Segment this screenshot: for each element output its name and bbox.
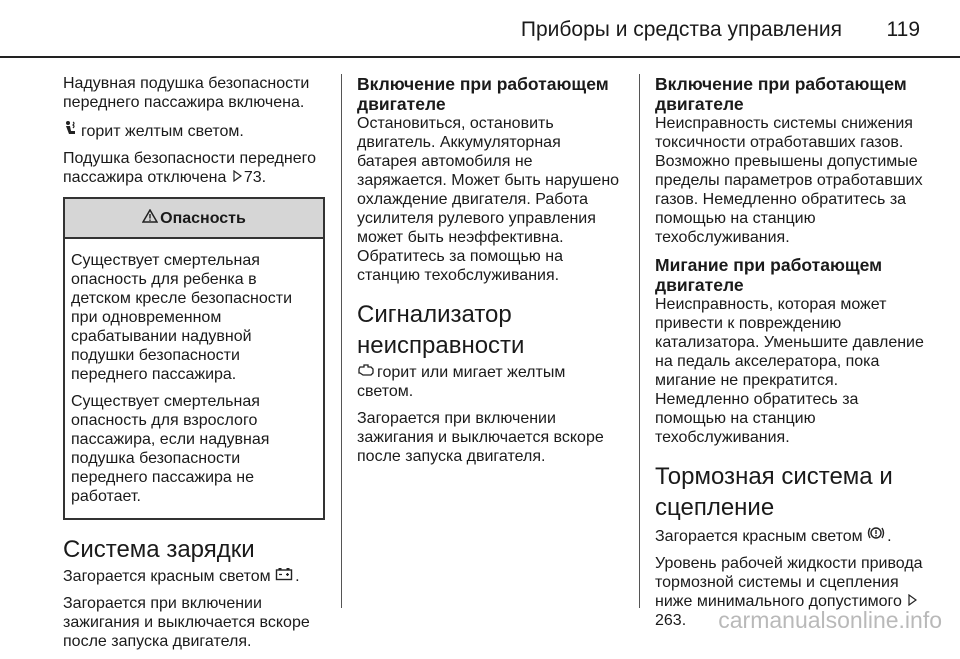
page-reference[interactable]: 73. (243, 169, 267, 186)
page-header (0, 14, 960, 54)
page-ref-arrow-icon (233, 168, 242, 187)
section-heading: Система зарядки (63, 536, 255, 563)
subsection-heading: Мигание при работающем двигателе (655, 255, 883, 295)
paragraph: Остановиться, остановить двигатель. Аккумуляторная батарея автомобиля не заряжается. Может быть нарушено охлаждение двигателя. Работа усилителя рулевого управления может быть неэффективна. Обратитесь за помощью на станцию техобслуживания. (357, 115, 620, 284)
paragraph: Загорается при включении зажигания и выключается вскоре после запуска двигателя. (357, 410, 604, 465)
section-heading: Сигнализатор неисправности (357, 301, 525, 359)
engine-check-icon (357, 363, 375, 382)
column-2 (357, 74, 625, 474)
page-number: 119 (886, 18, 920, 41)
column-1 (63, 74, 325, 659)
paragraph: Загорается красным светом . (655, 525, 925, 546)
brake-warning-icon (867, 525, 885, 546)
column-3 (655, 74, 925, 638)
subsection-heading: Включение при работающем двигателе (357, 74, 609, 114)
paragraph: горит желтым светом. (63, 120, 325, 141)
paragraph: Неисправность, которая может привести к повреждению катализатора. Уменьшите давление на педаль акселератора, пока мигание не прекратится. Немедленно обратитесь за помощью на станцию техобслуживания. (655, 296, 924, 446)
danger-warning-box (63, 197, 325, 520)
page-reference[interactable]: 263. (655, 612, 687, 629)
column-divider (341, 74, 342, 608)
warning-text: Существует смертельная опасность для ребенка в детском кресле безопасности при одновременном срабатывании надувной подушки безопасности переднего пассажира. (71, 252, 292, 383)
battery-icon (275, 567, 293, 586)
warning-triangle-icon (142, 209, 158, 228)
airbag-on-icon (63, 120, 79, 141)
paragraph: Надувная подушка безопасности переднего пассажира включена. (63, 75, 310, 111)
paragraph: Неисправность системы снижения токсичности отработавших газов. Возможно превышены допустимые пределы параметров отработавших газов. Немедленно обратитесь за помощью на станцию техобслуживания. (655, 115, 923, 246)
paragraph: Подушка безопасности переднего пассажира отключена 73. (63, 150, 316, 186)
warning-title: Опасность (160, 210, 246, 227)
header-rule (0, 56, 960, 58)
subsection-heading: Включение при работающем двигателе (655, 74, 907, 114)
section-heading: Тормозная система и сцепление (655, 463, 893, 521)
watermark: carmanualsonline.info (718, 607, 942, 633)
page-title: Приборы и средства управления (520, 18, 842, 41)
paragraph: Загорается при включении зажигания и выключается вскоре после запуска двигателя. (63, 595, 310, 650)
paragraph: горит или мигает желтым светом. (357, 364, 566, 400)
paragraph: Загорается красным светом . (63, 568, 300, 585)
warning-text: Существует смертельная опасность для взрослого пассажира, если надувная подушка безопасности переднего пассажира не работает. (71, 393, 270, 505)
column-divider (639, 74, 640, 608)
paragraph: Уровень рабочей жидкости привода тормозной системы и сцепления ниже минимального допустимого 263. (655, 555, 923, 629)
warning-header (65, 199, 323, 239)
